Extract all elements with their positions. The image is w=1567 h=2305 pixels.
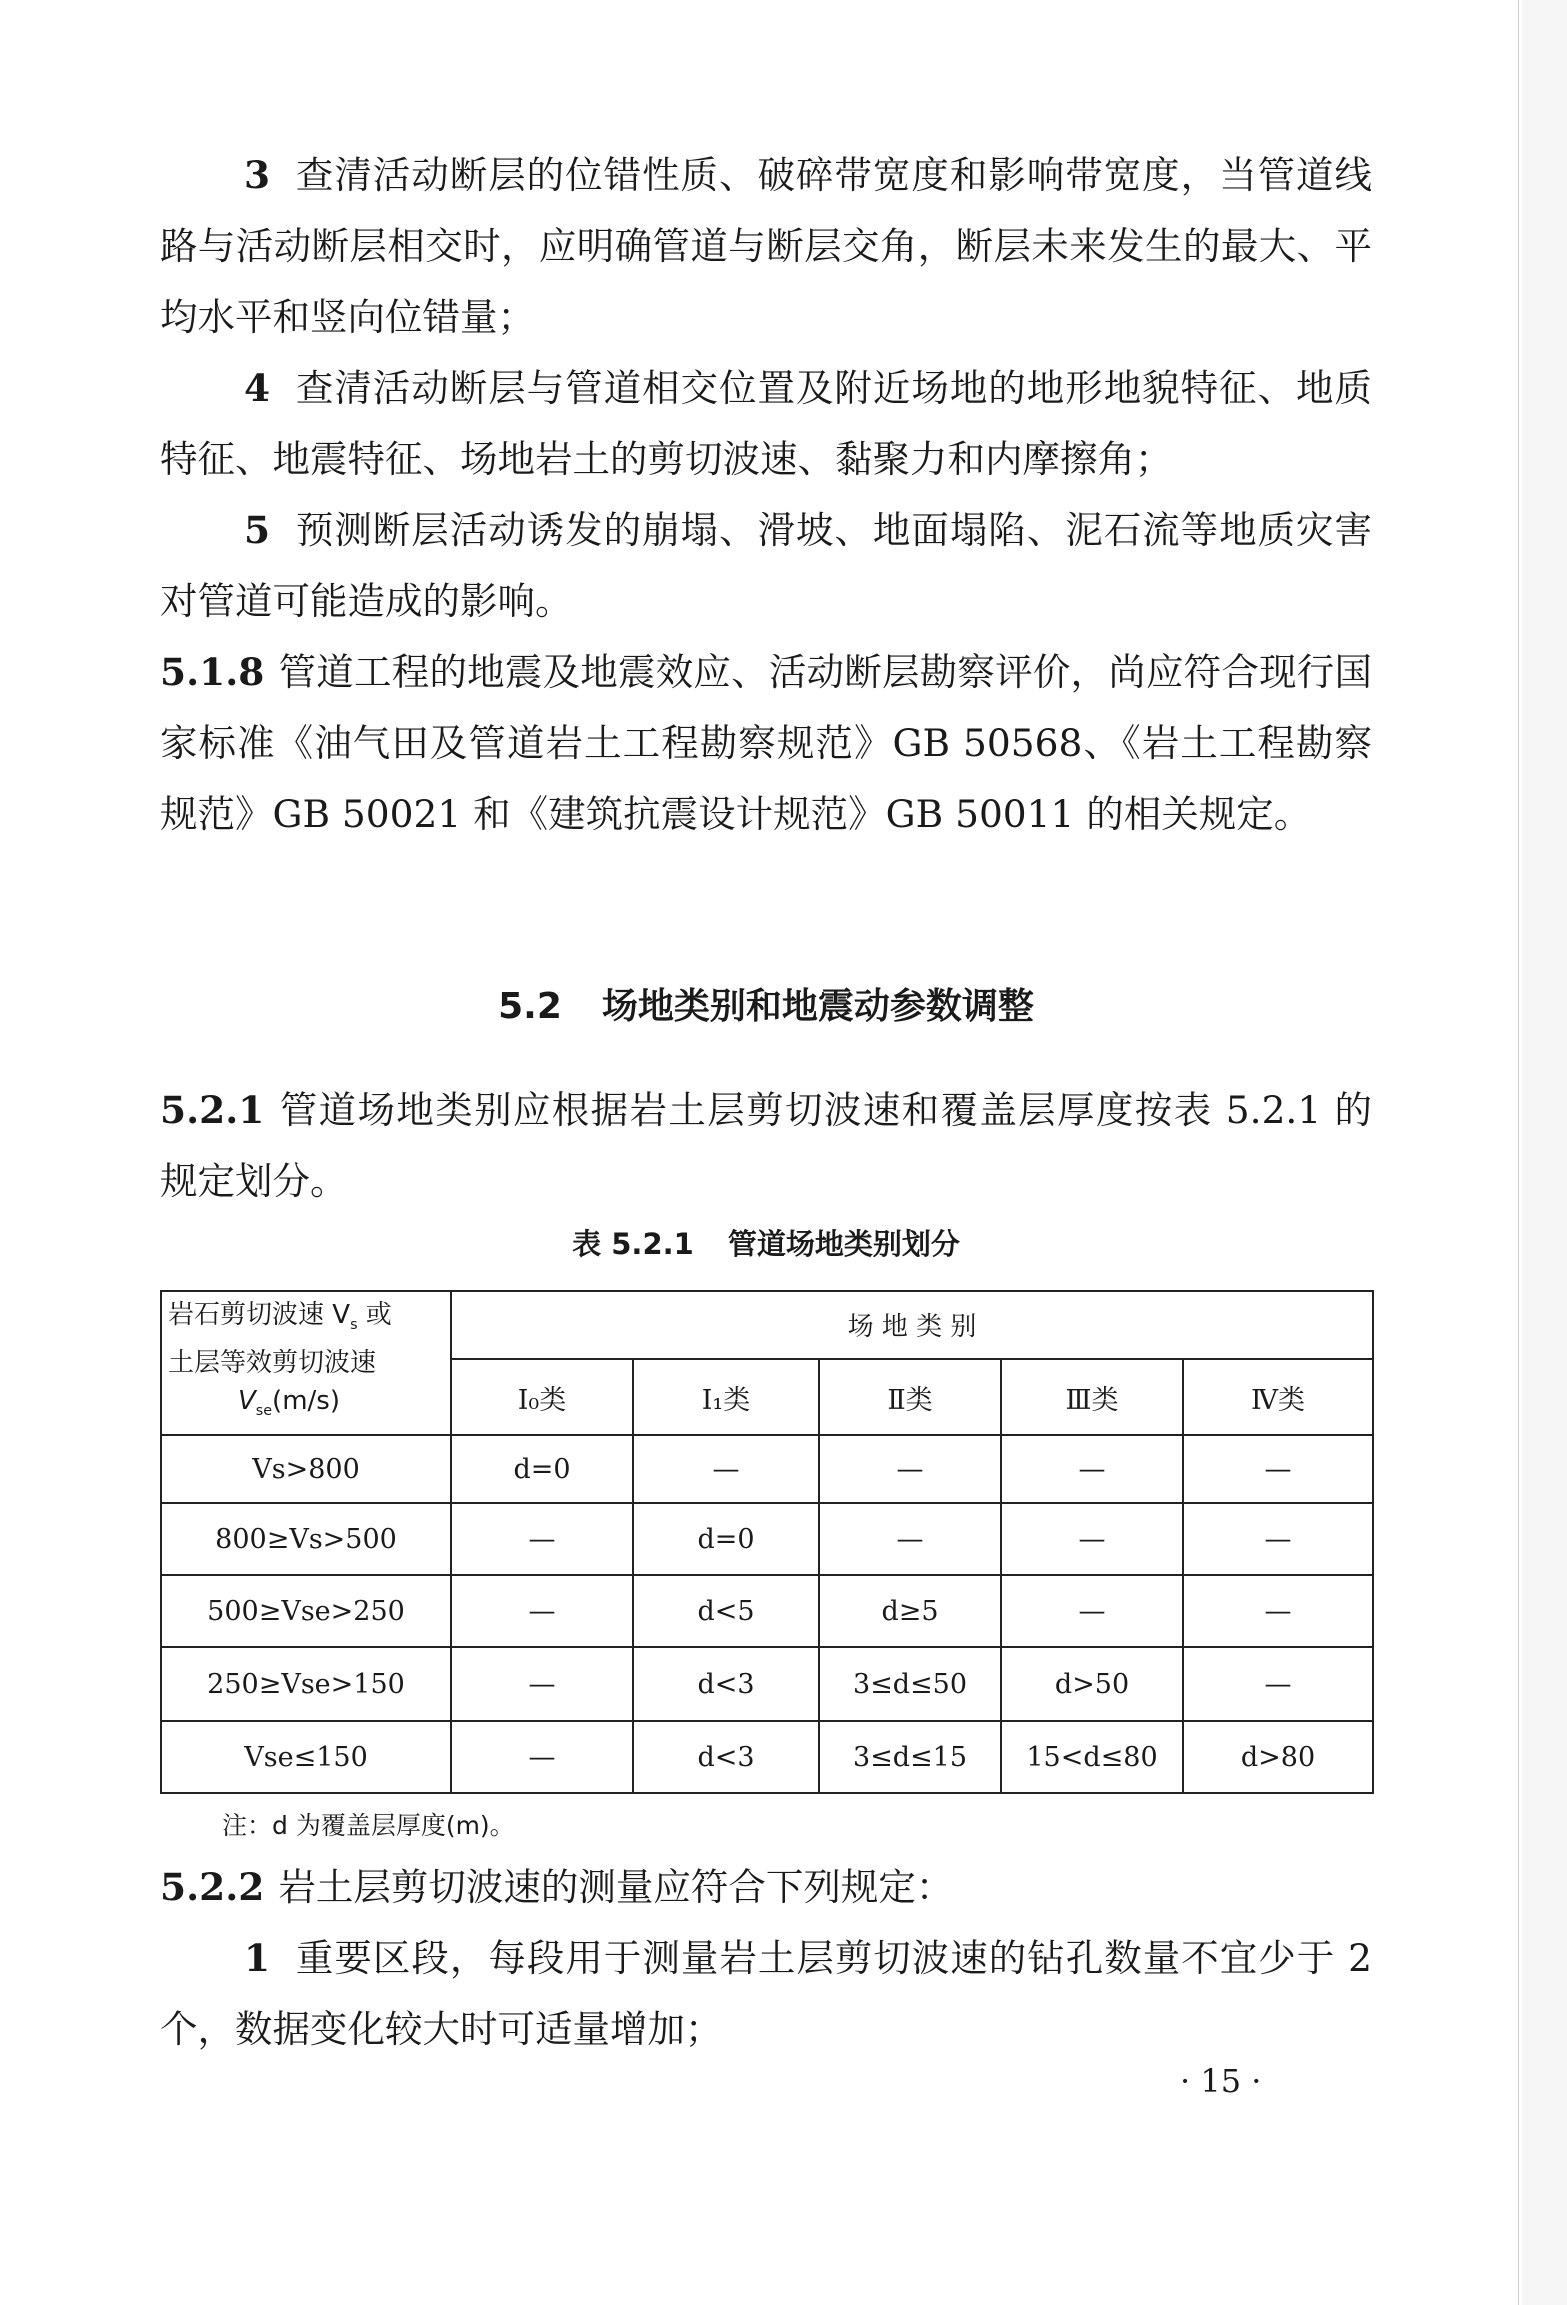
table-cell: d=0	[633, 1503, 819, 1575]
table-cell: —	[1183, 1575, 1373, 1647]
table-caption-block	[160, 1222, 1372, 1263]
speed-cell: 500≥Vse>250	[161, 1575, 451, 1647]
table-caption: 表 5.2.1 管道场地类别划分	[572, 1227, 960, 1261]
table-cell: d<3	[633, 1721, 819, 1793]
table-cell: —	[633, 1435, 819, 1503]
site-class-table	[160, 1290, 1374, 1794]
table-note-block	[222, 1806, 515, 1842]
table-note: 注：d 为覆盖层厚度(m)。	[222, 1811, 515, 1840]
table-row	[161, 1575, 1373, 1647]
speed-header: 岩石剪切波速 $V_s$ 或 土层等效剪切波速 $V_{se}(m/s)$	[161, 1291, 451, 1435]
item-5: 5 预测断层活动诱发的崩塌、滑坡、地面塌陷、泥石流等地质灾害对管道可能造成的影响。	[160, 508, 1372, 623]
body-text-bottom	[160, 1852, 1372, 2065]
class-header: Ⅲ类	[1001, 1359, 1183, 1435]
table-cell: —	[1001, 1503, 1183, 1575]
speed-cell: 800≥Vs>500	[161, 1503, 451, 1575]
class-header: Ⅳ类	[1183, 1359, 1373, 1435]
table-cell: 3≤d≤15	[819, 1721, 1001, 1793]
table-cell: —	[1183, 1435, 1373, 1503]
page-number: · 15 ·	[1180, 2062, 1262, 2100]
table-cell: —	[819, 1435, 1001, 1503]
clause-5-1-8: 5.1.8 管道工程的地震及地震效应、活动断层勘察评价，尚应符合现行国家标准《油气田及管道岩土工程勘察规范》GB 50568、《岩土工程勘察规范》GB 50021 和《建筑抗震设计规范》GB 50011 的相关规定。	[160, 650, 1372, 836]
table-cell: d<5	[633, 1575, 819, 1647]
page-margin-shade	[1522, 0, 1567, 2305]
table-cell: —	[819, 1503, 1001, 1575]
speed-cell: 250≥Vse>150	[161, 1647, 451, 1721]
table-cell: —	[451, 1647, 633, 1721]
table-row	[161, 1647, 1373, 1721]
site-class-group-header: 场 地 类 别	[451, 1291, 1373, 1359]
table-cell: —	[1001, 1575, 1183, 1647]
clause-5-2-1-block	[160, 1075, 1372, 1217]
table-cell: d>50	[1001, 1647, 1183, 1721]
table-row	[161, 1435, 1373, 1503]
table-cell: —	[451, 1721, 633, 1793]
class-header: I₁类	[633, 1359, 819, 1435]
clause-5-2-2: 5.2.2 岩土层剪切波速的测量应符合下列规定：	[160, 1865, 954, 1909]
page-edge	[1518, 0, 1519, 2305]
class-header: I₀类	[451, 1359, 633, 1435]
table-cell: d<3	[633, 1647, 819, 1721]
site-class-table-wrap	[160, 1290, 1372, 1794]
table-cell: 15<d≤80	[1001, 1721, 1183, 1793]
class-header: Ⅱ类	[819, 1359, 1001, 1435]
table-cell: d≥5	[819, 1575, 1001, 1647]
table-cell: —	[1183, 1647, 1373, 1721]
clause-5-2-1: 5.2.1 管道场地类别应根据岩土层剪切波速和覆盖层厚度按表 5.2.1 的规定划分。	[160, 1088, 1372, 1203]
item-3: 3 查清活动断层的位错性质、破碎带宽度和影响带宽度，当管道线路与活动断层相交时，应明确管道与断层交角，断层未来发生的最大、平均水平和竖向位错量；	[160, 153, 1372, 339]
table-cell: —	[1001, 1435, 1183, 1503]
table-row	[161, 1721, 1373, 1793]
table-row	[161, 1503, 1373, 1575]
table-cell: —	[1183, 1503, 1373, 1575]
speed-cell: Vs>800	[161, 1435, 451, 1503]
section-heading	[160, 978, 1372, 1029]
table-cell: d=0	[451, 1435, 633, 1503]
speed-cell: Vse≤150	[161, 1721, 451, 1793]
body-text-top	[160, 140, 1372, 850]
table-cell: d>80	[1183, 1721, 1373, 1793]
section-number: 5.2	[498, 986, 562, 1027]
table-cell: —	[451, 1575, 633, 1647]
table-cell: 3≤d≤50	[819, 1647, 1001, 1721]
item-1: 1 重要区段，每段用于测量岩土层剪切波速的钻孔数量不宜少于 2 个，数据变化较大时可适量增加；	[160, 1936, 1372, 2051]
section-title: 场地类别和地震动参数调整	[601, 986, 1034, 1027]
table-cell: —	[451, 1503, 633, 1575]
item-4: 4 查清活动断层与管道相交位置及附近场地的地形地貌特征、地质特征、地震特征、场地岩土的剪切波速、黏聚力和内摩擦角；	[160, 366, 1372, 481]
